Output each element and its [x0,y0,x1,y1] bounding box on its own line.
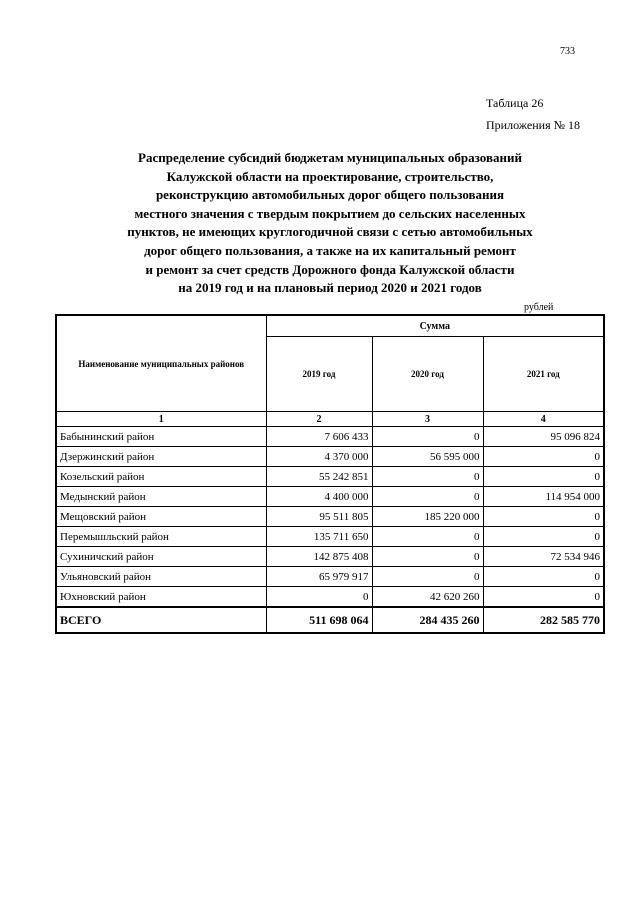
title-line: местного значения с твердым покрытием до сельских населенных [134,205,526,221]
table-row [56,447,604,467]
column-header-sum: Сумма [266,315,604,337]
district-name: Ульяновский район [56,567,266,587]
value-2019: 142 875 408 [266,547,372,567]
value-2020: 0 [372,427,483,447]
value-2021: 0 [483,567,604,587]
value-2020: 0 [372,527,483,547]
total-2021: 282 585 770 [483,607,604,633]
column-number: 1 [56,412,266,427]
total-row [56,607,604,633]
document-title [70,149,590,298]
table-row [56,587,604,608]
value-2020: 0 [372,467,483,487]
column-number: 4 [483,412,604,427]
title-line: дорог общего пользования, а также на их капитальный ремонт [144,242,516,258]
district-name: Сухиничский район [56,547,266,567]
units-label: рублей [524,302,554,313]
title-line: реконструкцию автомобильных дорог общего пользования [155,187,505,203]
value-2020: 0 [372,487,483,507]
value-2019: 65 979 917 [266,567,372,587]
title-line: Калужской области на проектирование, строительство, [166,168,494,184]
total-2020: 284 435 260 [372,607,483,633]
subsidy-table [55,314,605,634]
value-2020: 0 [372,547,483,567]
column-header-2020: 2020 год [372,337,483,412]
value-2020: 56 595 000 [372,447,483,467]
title-line: пунктов, не имеющих круглогодичной связи с сетью автомобильных [127,224,533,240]
district-name: Медынский район [56,487,266,507]
value-2020: 185 220 000 [372,507,483,527]
value-2019: 4 370 000 [266,447,372,467]
value-2020: 0 [372,567,483,587]
table-row [56,427,604,447]
value-2021: 0 [483,467,604,487]
district-name: Бабынинский район [56,427,266,447]
value-2019: 7 606 433 [266,427,372,447]
table-row [56,487,604,507]
table-label-line: Таблица 26 [486,96,544,110]
table-row [56,547,604,567]
district-name: Перемышльский район [56,527,266,547]
value-2021: 0 [483,587,604,608]
district-name: Юхновский район [56,587,266,608]
table-row [56,527,604,547]
appendix-label-line: Приложения № 18 [486,118,581,132]
district-name: Мещовский район [56,507,266,527]
value-2021: 0 [483,447,604,467]
column-header-name: Наименование муниципальных районов [56,315,266,412]
column-number: 2 [266,412,372,427]
table-row [56,507,604,527]
value-2019: 4 400 000 [266,487,372,507]
table-row [56,467,604,487]
column-number: 3 [372,412,483,427]
value-2021: 114 954 000 [483,487,604,507]
page-number: 733 [560,46,575,57]
value-2019: 95 511 805 [266,507,372,527]
total-2019: 511 698 064 [266,607,372,633]
title-line: на 2019 год и на плановый период 2020 и 2021 годов [178,280,482,296]
value-2021: 72 534 946 [483,547,604,567]
title-line: Распределение субсидий бюджетам муниципальных образований [138,150,522,165]
value-2019: 135 711 650 [266,527,372,547]
table-label [486,92,580,136]
value-2021: 0 [483,507,604,527]
table-row [56,567,604,587]
title-line: и ремонт за счет средств Дорожного фонда Калужской области [145,261,515,277]
column-header-2021: 2021 год [483,337,604,412]
value-2019: 0 [266,587,372,608]
value-2021: 95 096 824 [483,427,604,447]
district-name: Дзержинский район [56,447,266,467]
value-2019: 55 242 851 [266,467,372,487]
value-2020: 42 620 260 [372,587,483,608]
total-label: ВСЕГО [56,607,266,633]
value-2021: 0 [483,527,604,547]
district-name: Козельский район [56,467,266,487]
column-header-2019: 2019 год [266,337,372,412]
